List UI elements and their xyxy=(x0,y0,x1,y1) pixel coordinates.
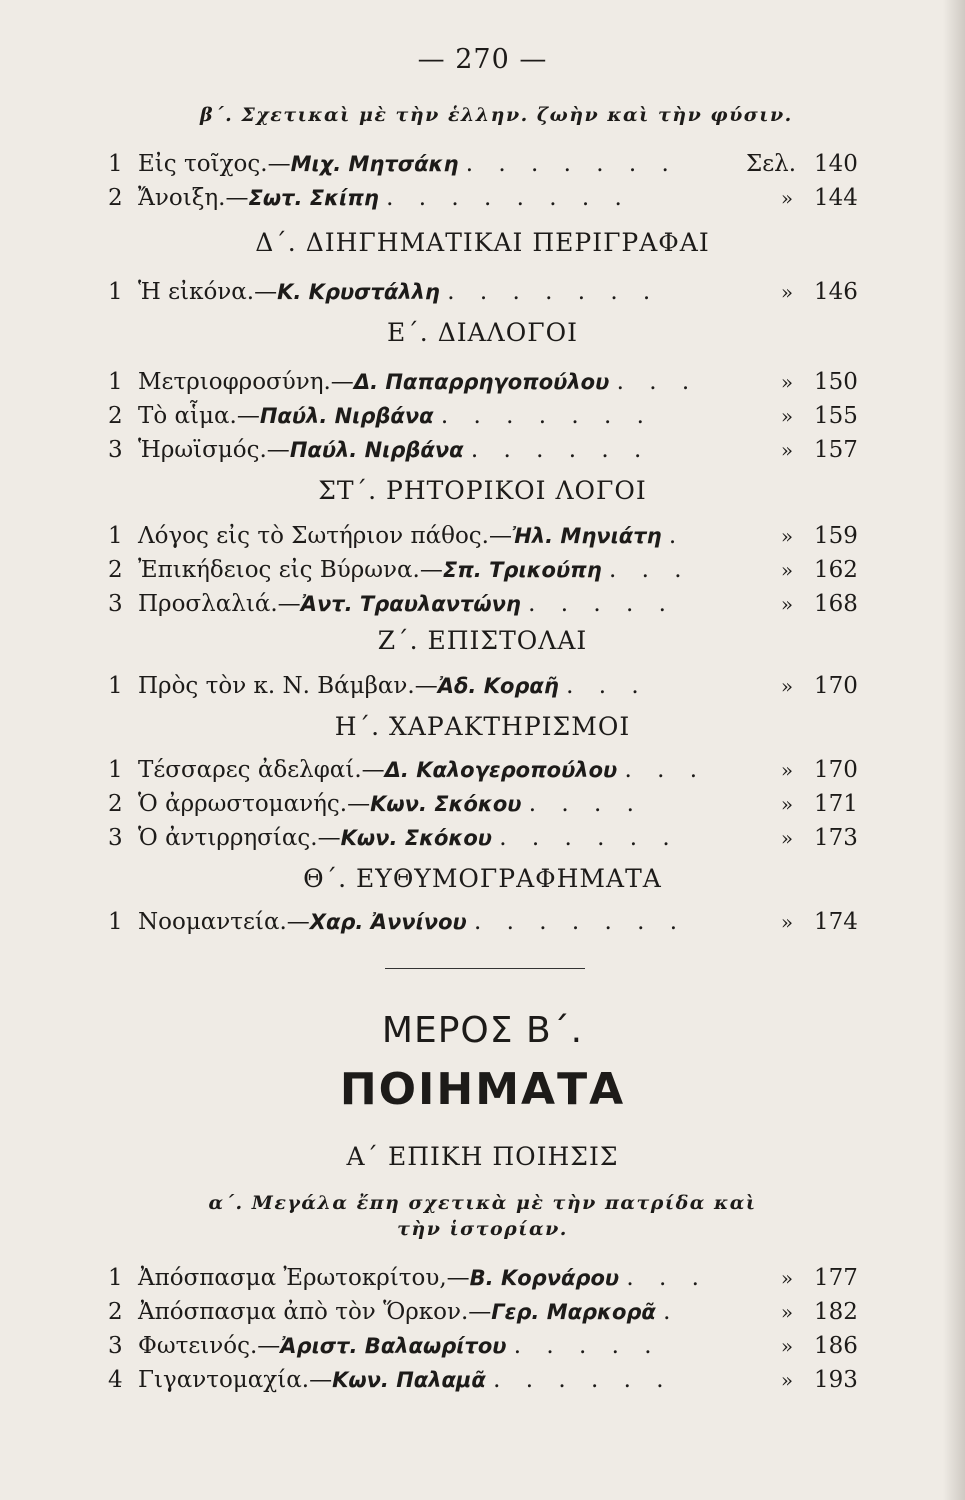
subsection-heading: α΄. Μεγάλα ἔπη σχετικὰ μὲ τὴν πατρίδα καὶ xyxy=(208,1192,757,1214)
leader-dots: . . . xyxy=(616,369,699,395)
entry-page: 159 xyxy=(814,523,858,549)
entry-author: Β. Κορνάρου xyxy=(469,1266,620,1290)
entry-title: Γιγαντομαχία.— xyxy=(138,1367,333,1393)
entry-number: 1 xyxy=(108,523,123,549)
ditto-mark: » xyxy=(780,826,794,850)
entry-number: 2 xyxy=(108,791,123,817)
entry-title: Ἡρωϊσμός.— xyxy=(138,437,290,463)
entry-text xyxy=(138,182,631,214)
entry-number: 1 xyxy=(108,757,123,783)
section-heading: Η΄. ΧΑΡΑΚΤΗΡΙΣΜΟΙ xyxy=(334,712,631,741)
entry-author: Δ. Παπαρρηγοπούλου xyxy=(353,370,610,394)
entry-author: Γερ. Μαρκορᾶ xyxy=(491,1300,656,1324)
section-heading: Ε΄. ΔΙΑΛΟΓΟΙ xyxy=(387,318,578,347)
leader-dots: . . . . . . . xyxy=(447,279,660,305)
entry-number: 2 xyxy=(108,557,123,583)
divider-rule xyxy=(385,968,585,969)
entry-page: 170 xyxy=(814,757,858,783)
entry-text xyxy=(138,554,691,586)
entry-author: Κων. Παλαμᾶ xyxy=(332,1368,486,1392)
toc-entry xyxy=(108,1364,868,1396)
entry-title: Τὸ αἷμα.— xyxy=(138,403,260,429)
subsection-heading: β΄. Σχετικαὶ μὲ τὴν ἑλλην. ζωὴν καὶ τὴν φύσιν. xyxy=(200,104,793,126)
toc-entry xyxy=(108,1262,868,1294)
entry-text xyxy=(138,366,698,398)
section-heading: Α΄ ΕΠΙΚΗ ΠΟΙΗΣΙΣ xyxy=(346,1142,619,1171)
entry-text xyxy=(138,1330,661,1362)
ditto-mark: » xyxy=(780,404,794,428)
entry-text xyxy=(138,588,675,620)
entry-title: Εἰς τοῖχος.— xyxy=(138,151,291,177)
entry-number: 3 xyxy=(108,1333,123,1359)
entry-page: 171 xyxy=(814,791,858,817)
entry-author: Ἠλ. Μηνιάτη xyxy=(512,524,662,548)
entry-number: 3 xyxy=(108,825,123,851)
toc-entry xyxy=(108,400,868,432)
ditto-mark: » xyxy=(780,524,794,548)
entry-title: Φωτεινός.— xyxy=(138,1333,281,1359)
toc-entry xyxy=(108,1330,868,1362)
entry-number: 1 xyxy=(108,369,123,395)
entry-author: Κ. Κρυστάλλη xyxy=(277,280,440,304)
leader-dots: . . . . . xyxy=(513,1333,661,1359)
section-heading: Δ΄. ΔΙΗΓΗΜΑΤΙΚΑΙ ΠΕΡΙΓΡΑΦΑΙ xyxy=(255,228,710,257)
entry-text xyxy=(138,788,643,820)
entry-text xyxy=(138,754,706,786)
ditto-mark: » xyxy=(780,186,794,210)
entry-number: 1 xyxy=(108,151,123,177)
entry-title: Ἀπόσπασμα ἀπὸ τὸν Ὅρκον.— xyxy=(138,1299,492,1325)
toc-entry xyxy=(108,148,868,180)
entry-page: 150 xyxy=(814,369,858,395)
section-heading: ΣΤ΄. ΡΗΤΟΡΙΚΟΙ ΛΟΓΟΙ xyxy=(318,476,647,505)
entry-number: 2 xyxy=(108,1299,123,1325)
entry-number: 3 xyxy=(108,591,123,617)
ditto-mark: » xyxy=(780,280,794,304)
entry-number: 1 xyxy=(108,279,123,305)
toc-entry xyxy=(108,788,868,820)
leader-dots: . . . . . xyxy=(528,591,675,617)
leader-dots: . . . . . . xyxy=(499,825,679,851)
entry-title: Ὁ ἀρρωστομανής.— xyxy=(138,791,371,817)
toc-entry xyxy=(108,366,868,398)
entry-author: Ἀριστ. Βαλαωρίτου xyxy=(280,1334,507,1358)
entry-page: 140 xyxy=(814,151,858,177)
entry-author: Παύλ. Νιρβάνα xyxy=(259,404,434,428)
toc-entry xyxy=(108,670,868,702)
entry-title: Λόγος εἰς τὸ Σωτήριον πάθος.— xyxy=(138,523,512,549)
toc-entry xyxy=(108,588,868,620)
leader-dots: . xyxy=(663,1299,680,1325)
leader-dots: . . . xyxy=(609,557,691,583)
entry-text xyxy=(138,400,653,432)
entry-page: 173 xyxy=(814,825,858,851)
entry-page: 162 xyxy=(814,557,858,583)
leader-dots: . . . . . . . xyxy=(440,403,653,429)
entry-author: Χαρ. Ἀννίνου xyxy=(309,910,467,934)
entry-page: 157 xyxy=(814,437,858,463)
entry-author: Δ. Καλογεροπούλου xyxy=(384,758,618,782)
entry-author: Ἀντ. Τραυλαντώνη xyxy=(300,592,521,616)
leader-dots: . . . . . . xyxy=(470,437,651,463)
entry-number: 3 xyxy=(108,437,123,463)
entry-text xyxy=(138,148,678,180)
entry-text xyxy=(138,1262,708,1294)
entry-page: 174 xyxy=(814,909,858,935)
ditto-mark: » xyxy=(780,758,794,782)
entry-number: 2 xyxy=(108,403,123,429)
toc-entry xyxy=(108,1296,868,1328)
section-heading: Ζ΄. ΕΠΙΣΤΟΛΑΙ xyxy=(377,626,588,655)
ditto-mark: » xyxy=(780,1334,794,1358)
ditto-mark: » xyxy=(780,438,794,462)
entry-author: Σπ. Τρικούπη xyxy=(442,558,602,582)
entry-text xyxy=(138,276,659,308)
entry-author: Παύλ. Νιρβάνα xyxy=(289,438,464,462)
entry-text xyxy=(138,1296,679,1328)
entry-title: Ἡ εἰκόνα.— xyxy=(138,279,278,305)
ditto-mark: » xyxy=(780,1368,794,1392)
page-number: — 270 — xyxy=(417,44,548,75)
entry-page: 177 xyxy=(814,1265,858,1291)
entry-title: Ἐπικήδειος εἰς Βύρωνα.— xyxy=(138,557,443,583)
entry-author: Κων. Σκόκου xyxy=(340,826,492,850)
entry-author: Σωτ. Σκίπη xyxy=(248,186,379,210)
ditto-mark: » xyxy=(780,1300,794,1324)
entry-text xyxy=(138,906,686,938)
entry-page: 170 xyxy=(814,673,858,699)
entry-page: 193 xyxy=(814,1367,858,1393)
entry-page: 155 xyxy=(814,403,858,429)
entry-title: Τέσσαρες ἀδελφαί.— xyxy=(138,757,385,783)
entry-author: Μιχ. Μητσάκη xyxy=(290,152,459,176)
leader-dots: . . . xyxy=(566,673,648,699)
toc-entry xyxy=(108,182,868,214)
entry-number: 1 xyxy=(108,909,123,935)
page-label: Σελ. xyxy=(746,151,797,177)
leader-dots: . . . . xyxy=(528,791,643,817)
leader-dots: . . . . . . . xyxy=(465,151,678,177)
entry-author: Κων. Σκόκου xyxy=(370,792,522,816)
ditto-mark: » xyxy=(780,910,794,934)
leader-dots: . . . . . . . xyxy=(474,909,687,935)
part-title: ΠΟΙΗΜΑΤΑ xyxy=(339,1064,626,1115)
ditto-mark: » xyxy=(780,674,794,698)
entry-title: Προσλαλιά.— xyxy=(138,591,301,617)
entry-title: Νοομαντεία.— xyxy=(138,909,310,935)
entry-page: 186 xyxy=(814,1333,858,1359)
subsection-heading-cont: τὴν ἱστορίαν. xyxy=(397,1218,568,1240)
toc-entry xyxy=(108,554,868,586)
entry-number: 1 xyxy=(108,1265,123,1291)
ditto-mark: » xyxy=(780,592,794,616)
entry-text xyxy=(138,434,650,466)
ditto-mark: » xyxy=(780,792,794,816)
entry-page: 168 xyxy=(814,591,858,617)
toc-entry xyxy=(108,520,868,552)
leader-dots: . . . xyxy=(624,757,707,783)
entry-number: 4 xyxy=(108,1367,123,1393)
entry-number: 2 xyxy=(108,185,123,211)
entry-text xyxy=(138,670,648,702)
entry-number: 1 xyxy=(108,673,123,699)
ditto-mark: » xyxy=(780,1266,794,1290)
toc-entry xyxy=(108,754,868,786)
entry-page: 146 xyxy=(814,279,858,305)
toc-entry xyxy=(108,822,868,854)
entry-text xyxy=(138,520,685,552)
page-edge-shadow xyxy=(943,0,965,1500)
entry-text xyxy=(138,1364,673,1396)
entry-text xyxy=(138,822,679,854)
entry-title: Ἀπόσπασμα Ἐρωτοκρίτου,— xyxy=(138,1265,470,1291)
entry-author: Ἀδ. Κοραῆ xyxy=(437,674,559,698)
toc-entry xyxy=(108,276,868,308)
entry-title: Ἄνοιξη.— xyxy=(138,185,249,211)
toc-entry xyxy=(108,906,868,938)
toc-entry xyxy=(108,434,868,466)
leader-dots: . xyxy=(668,523,686,549)
ditto-mark: » xyxy=(780,370,794,394)
leader-dots: . . . . . . . . xyxy=(386,185,631,211)
entry-title: Πρὸς τὸν κ. Ν. Βάμβαν.— xyxy=(138,673,438,699)
entry-page: 144 xyxy=(814,185,858,211)
entry-title: Ὁ ἀντιρρησίας.— xyxy=(138,825,341,851)
entry-title: Μετριοφροσύνη.— xyxy=(138,369,354,395)
leader-dots: . . . xyxy=(626,1265,708,1291)
leader-dots: . . . . . . xyxy=(493,1367,673,1393)
ditto-mark: » xyxy=(780,558,794,582)
entry-page: 182 xyxy=(814,1299,858,1325)
section-heading: Θ΄. ΕΥΘΥΜΟΓΡΑΦΗΜΑΤΑ xyxy=(303,864,662,893)
part-heading: ΜΕΡΟΣ Β΄. xyxy=(381,1010,584,1051)
